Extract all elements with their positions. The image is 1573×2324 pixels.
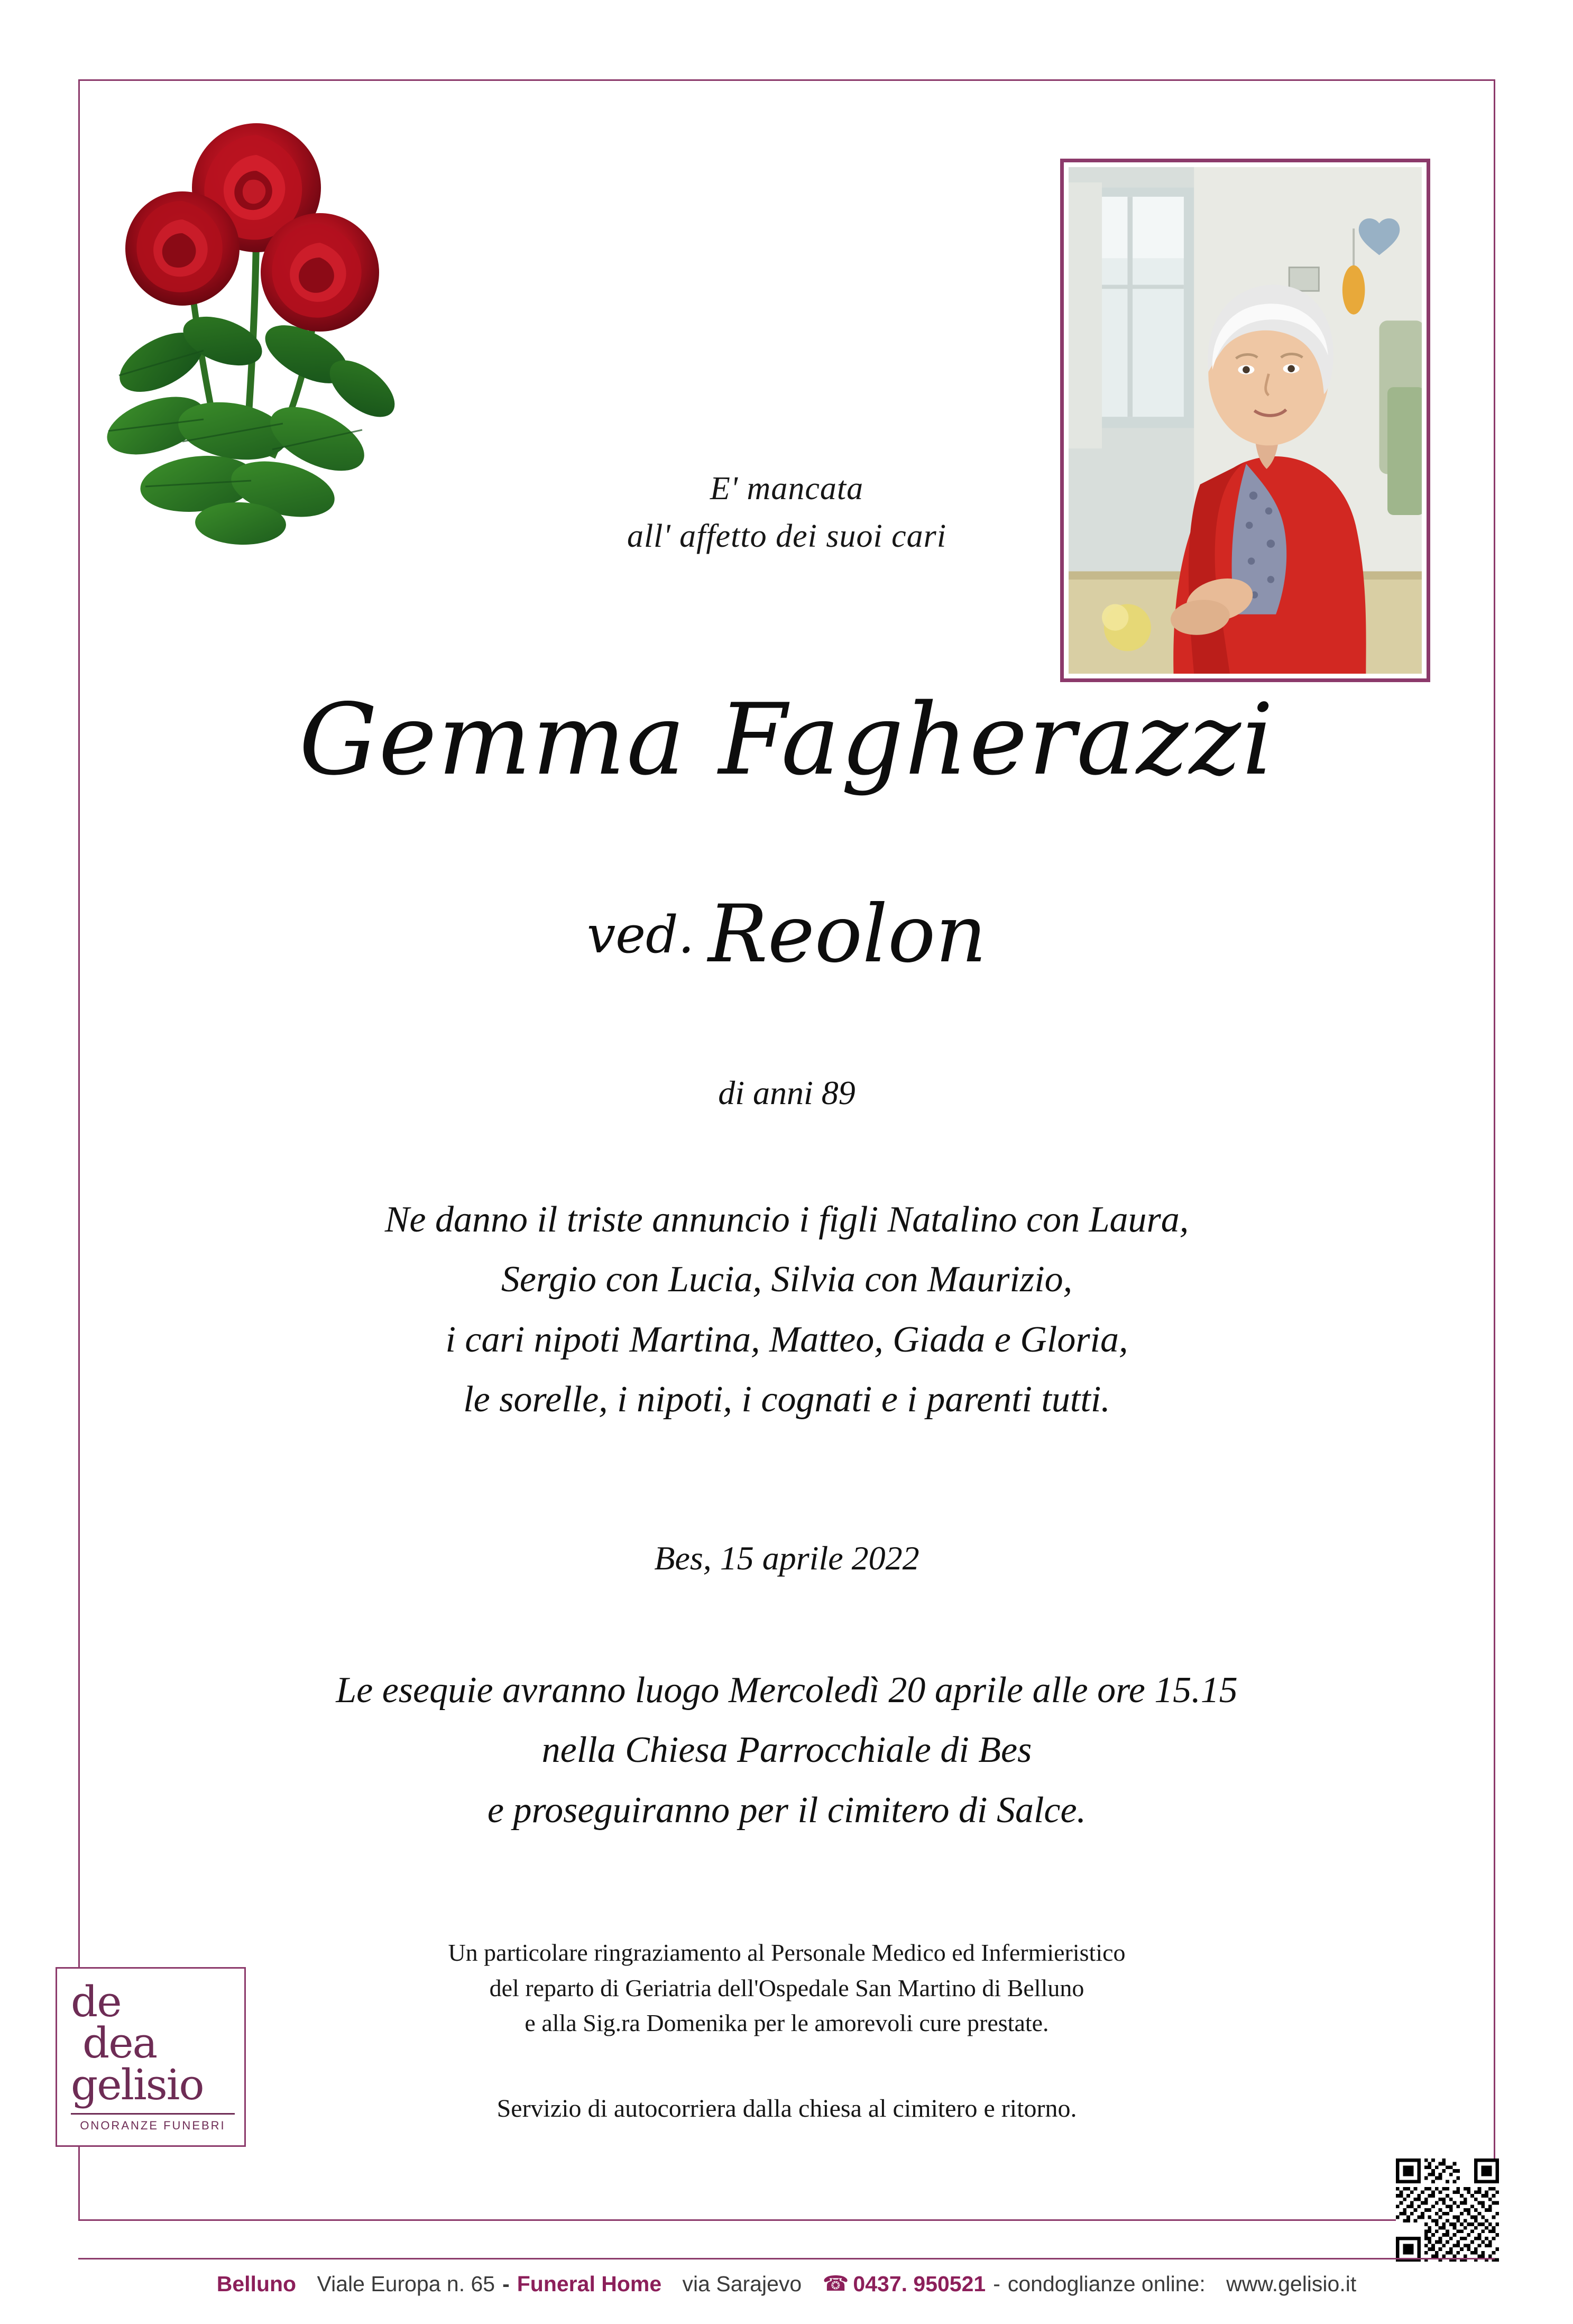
portrait-photo xyxy=(1069,167,1422,674)
deceased-name xyxy=(79,682,1494,797)
thanks-line-2: del reparto di Geriatria dell'Ospedale San Martino di Belluno xyxy=(489,1974,1084,2001)
announcement-line-4: le sorelle, i nipoti, i cognati e i parenti tutti. xyxy=(463,1379,1110,1420)
phone-icon: ☎ xyxy=(822,2272,849,2295)
funeral-line-2: nella Chiesa Parrocchiale di Bes xyxy=(541,1730,1032,1771)
funeral-line-3: e proseguiranno per il cimitero di Salce. xyxy=(487,1789,1087,1831)
widow-prefix: ved. xyxy=(587,905,695,964)
thanks-line-1: Un particolare ringraziamento al Personale Medico ed Infermieristico xyxy=(448,1939,1126,1966)
footer-condolences-label: condoglianze online: xyxy=(1007,2271,1206,2296)
funeral-line-1: Le esequie avranno luogo Mercoledì 20 aprile alle ore 15.15 xyxy=(336,1670,1238,1711)
footer-divider xyxy=(78,2258,1495,2259)
bus-service-note: Servizio di autocorriera dalla chiesa al cimitero e ritorno. xyxy=(496,2095,1077,2123)
logo-subtitle: ONORANZE FUNEBRI xyxy=(71,2113,235,2133)
thanks-line-3: e alla Sig.ra Domenika per le amorevoli cure prestate. xyxy=(525,2009,1049,2037)
deceased-married-name-line xyxy=(79,888,1494,980)
announcement-line-2: Sergio con Lucia, Silvia con Maurizio, xyxy=(501,1259,1073,1300)
deceased-married-name: Reolon xyxy=(708,888,987,980)
announcement-text xyxy=(79,1190,1494,1430)
place-and-date: Bes, 15 aprile 2022 xyxy=(654,1539,919,1577)
qr-code[interactable] xyxy=(1396,2158,1499,2262)
footer-dash-2: - xyxy=(993,2271,1000,2296)
footer-funeral-home: Funeral Home xyxy=(517,2271,662,2296)
portrait-photo-frame xyxy=(1060,159,1430,682)
thanks-text xyxy=(79,1935,1494,2041)
footer-phone[interactable]: 0437. 950521 xyxy=(853,2271,986,2296)
deceased-age: di anni 89 xyxy=(718,1074,856,1112)
logo-line-1: de xyxy=(71,1977,121,2026)
announcement-line-1: Ne danno il triste annuncio i figli Natalino con Laura, xyxy=(384,1199,1189,1240)
footer-address: Viale Europa n. 65 xyxy=(317,2271,495,2296)
announcement-line-3: i cari nipoti Martina, Matteo, Giada e Gloria, xyxy=(445,1319,1128,1360)
lead-text xyxy=(79,465,1494,561)
footer-dash-1: - xyxy=(502,2271,510,2296)
funeral-details xyxy=(79,1660,1494,1840)
footer-contact-bar xyxy=(78,2265,1495,2303)
lead-line-2: all' affetto dei suoi cari xyxy=(627,518,947,554)
footer-city: Belluno xyxy=(216,2271,297,2296)
lead-line-1: E' mancata xyxy=(710,471,864,507)
logo-line-3: gelisio xyxy=(71,2060,204,2109)
footer-website[interactable]: www.gelisio.it xyxy=(1226,2271,1357,2296)
company-logo xyxy=(56,1967,246,2147)
deceased-given-name: Gemma Fagherazzi xyxy=(299,682,1275,797)
logo-line-2: dea xyxy=(82,2018,157,2068)
footer-funeral-home-address: via Sarajevo xyxy=(682,2271,802,2296)
